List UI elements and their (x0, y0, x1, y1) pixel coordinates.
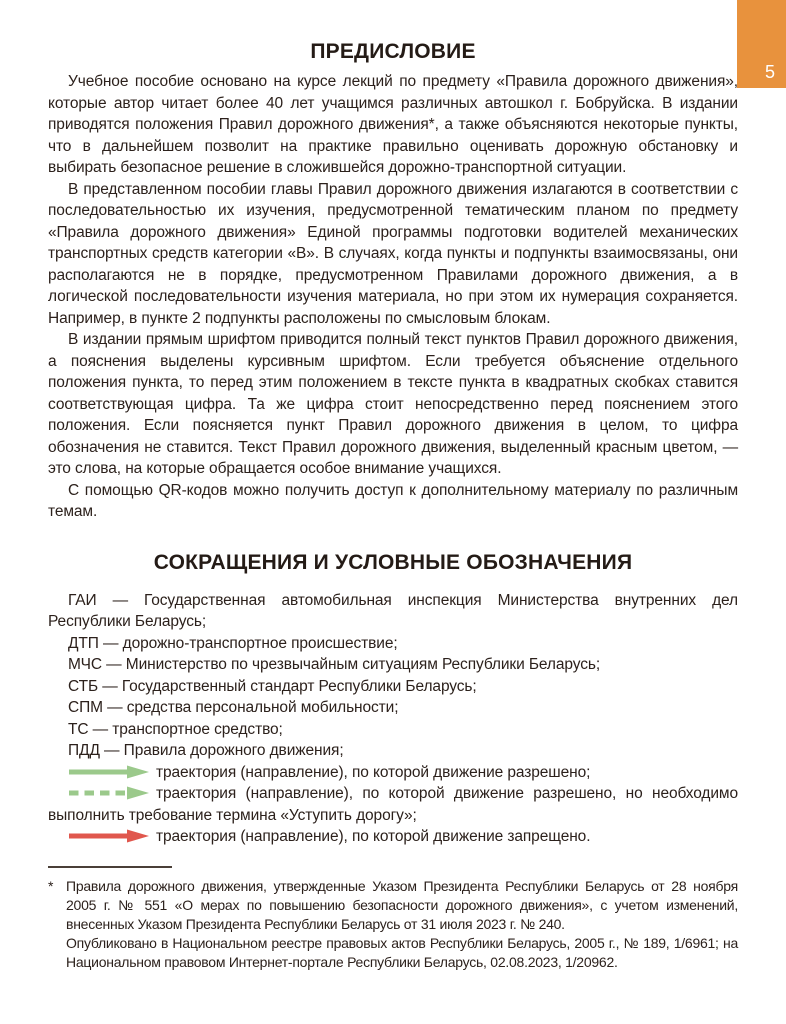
footnote-text (66, 877, 738, 972)
preface-paragraph: В представленном пособии главы Правил дорожного движения излагаются в соответствии с последовательностью их изучения, предусмотренной тематическим планом по предмету «Правила дорожного движения» Единой программы подготовки водителей механических транспортных средств категории «В». В случаях, когда пункты и подпункты взаимосвязаны, они располагаются не в порядке, предусмотренном Правилами дорожного движения, а в логической последовательности изучения материала, но при этом их нумерация сохраняется. Например, в пункте 2 подпункты расположены по смысловым блокам. (48, 180, 738, 327)
abbreviation-item: ТС — транспортное средство; (68, 720, 283, 738)
abbreviation-item: МЧС — Министерство по чрезвычайным ситуациям Республики Беларусь; (68, 656, 601, 673)
preface-title: ПРЕДИСЛОВИЕ (310, 40, 476, 63)
legend-item-label: траектория (направление), по которой движение запрещено. (156, 828, 591, 845)
legend-item (48, 762, 738, 784)
footnote-rule (48, 866, 172, 868)
abbreviation-item: ГАИ — Государственная автомобильная инспекция Министерства внутренних дел Республики Беларусь; (48, 591, 738, 630)
footnote-paragraph: Опубликовано в Национальном реестре правовых актов Республики Беларусь, 2005 г., № 189, 1/6961; на Национальном правовом Интернет-портале Республики Беларусь, 02.08.2023, 1/20962. (66, 935, 738, 970)
footnote-marker: * (48, 878, 54, 894)
solid-red-arrow-icon (68, 829, 150, 843)
legend-item (48, 826, 738, 848)
preface-paragraph: Учебное пособие основано на курсе лекций по предмету «Правила дорожного движения», которые автор читает более 40 лет учащимся различных автошкол г. Бобруйска. В издании приводятся положения Правил дорожного движения*, а также объясняются некоторые пункты, что в дальнейшем позволит на практике правильно оценивать дорожную обстановку и выбирать безопасное решение в сложившейся дорожно-транспортной ситуации. (48, 73, 738, 176)
abbreviation-item: ДТП — дорожно-транспортное происшествие; (68, 634, 398, 652)
abbreviation-list (48, 590, 738, 762)
page-content (48, 0, 738, 848)
trajectory-legend (48, 762, 738, 848)
footnote (48, 866, 738, 972)
legend-item (48, 783, 738, 826)
preface-paragraph: С помощью QR-кодов можно получить доступ к дополнительному материалу по различным темам. (48, 481, 738, 520)
solid-green-arrow-icon (68, 765, 150, 779)
abbreviation-item: СПМ — средства персональной мобильности; (68, 699, 399, 716)
page-number: 5 (764, 62, 775, 82)
footnote-paragraph: Правила дорожного движения, утвержденные Указом Президента Республики Беларусь от 28 ноября 2005 г. № 551 «О мерах по повышению безопасности дорожного движения», с учетом изменений, внесенных Указом Президента Республики Беларусь от 31 июля 2023 г. № 240. (66, 878, 738, 932)
legend-item-label: траектория (направление), по которой движение разрешено; (156, 763, 591, 781)
abbreviation-item: СТБ — Государственный стандарт Республики Беларусь; (68, 677, 477, 695)
abbreviations-title: СОКРАЩЕНИЯ И УСЛОВНЫЕ ОБОЗНАЧЕНИЯ (153, 550, 633, 574)
abbreviation-item: ПДД — Правила дорожного движения; (68, 742, 344, 759)
legend-item-label: траектория (направление), по которой движение разрешено, но необходимо выполнить требование термина «Уступить дорогу»; (48, 785, 738, 824)
dashed-green-arrow-icon (68, 786, 150, 800)
page-number-tab (737, 0, 786, 88)
preface-paragraph: В издании прямым шрифтом приводится полный текст пунктов Правил дорожного движения, а пояснения выделены курсивным шрифтом. Если требуется объяснение отдельного положения пункта, то перед этим положением в тексте пункта в квадратных скобках ставится соответствующая цифра. Та же цифра стоит непосредственно перед пояснением этого положения. Если поясняется пункт Правил дорожного движения в целом, то цифра обозначения не ставится. Текст Правил дорожного движения, выделенный красным цветом, — это слова, на которые обращается особое внимание учащихся. (48, 331, 738, 477)
